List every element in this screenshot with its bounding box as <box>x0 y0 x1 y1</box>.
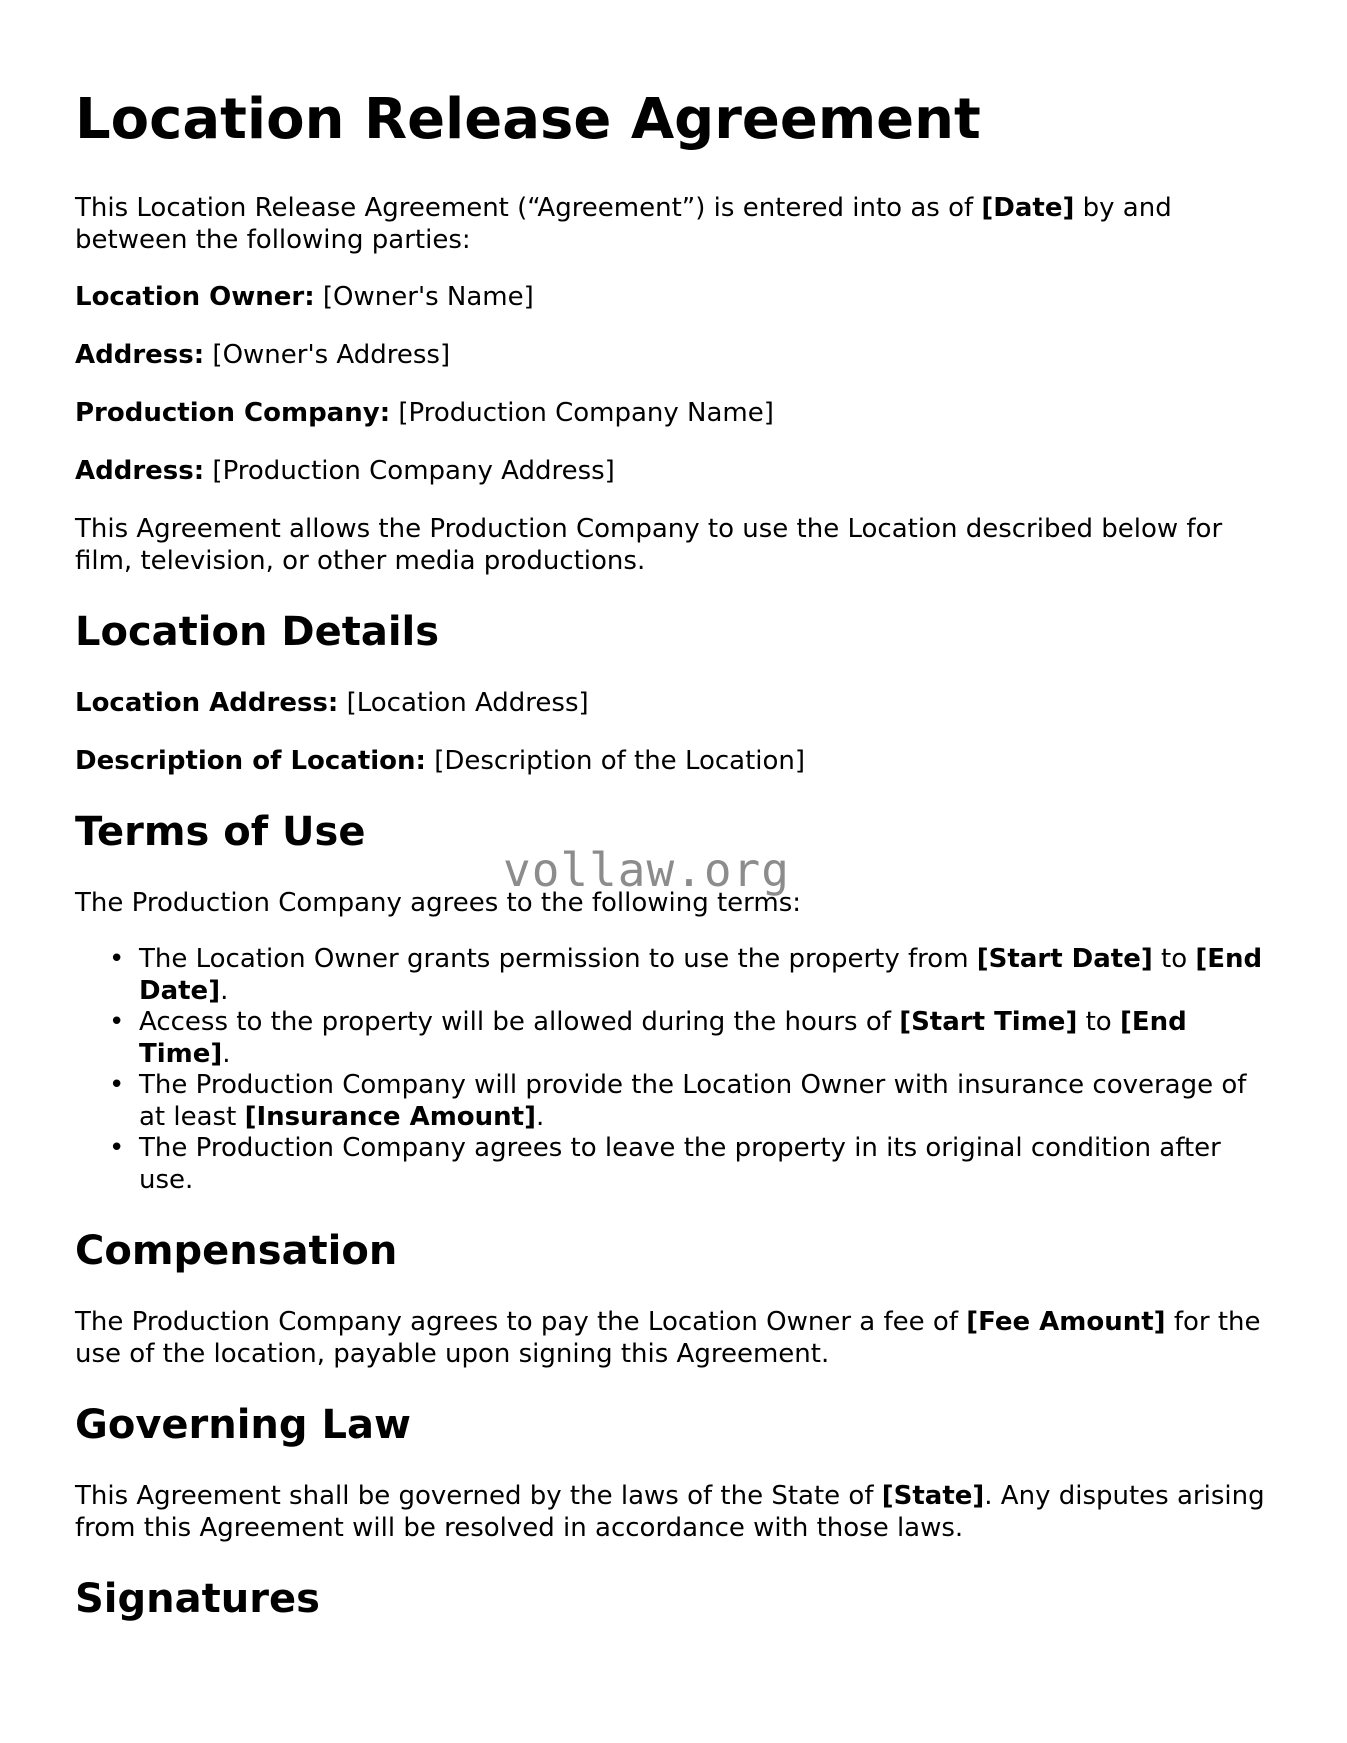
terms-list-item: • The Production Company agrees to leave the property in its original condition after use. <box>109 1133 1221 1195</box>
location-address-line: Location Address: [Location Address] <box>75 688 589 718</box>
location-owner-line: Location Owner: [Owner's Name] <box>75 282 534 312</box>
terms-list-item: • The Production Company will provide the Location Owner with insurance coverage of at least [Insurance Amount]. <box>109 1070 1247 1132</box>
terms-intro: The Production Company agrees to the following terms: <box>75 888 802 918</box>
owner-address-line: Address: [Owner's Address] <box>75 340 451 370</box>
terms-heading: Terms of Use <box>75 809 366 855</box>
state-placeholder: [State] <box>881 1481 985 1511</box>
terms-list-item: • Access to the property will be allowed during the hours of [Start Time] to [End Time]. <box>109 1007 1187 1069</box>
governing-law-paragraph: This Agreement shall be governed by the laws of the State of [State]. Any disputes arising from this Agreement will be resolved in accordance with those laws. <box>75 1481 1265 1543</box>
purpose-paragraph: This Agreement allows the Production Company to use the Location described below for film, television, or other media productions. <box>75 514 1223 576</box>
date-placeholder: [Date] <box>981 193 1075 223</box>
location-description-line: Description of Location: [Description of the Location] <box>75 746 806 776</box>
production-company-line: Production Company: [Production Company Name] <box>75 398 774 428</box>
intro-paragraph: This Location Release Agreement (“Agreement”) is entered into as of [Date] by and between the following parties: <box>75 193 1172 255</box>
document-title: Location Release Agreement <box>75 87 981 152</box>
terms-list <box>75 944 1275 1196</box>
production-address-line: Address: [Production Company Address] <box>75 456 615 486</box>
governing-law-heading: Governing Law <box>75 1402 411 1448</box>
fee-placeholder: [Fee Amount] <box>966 1307 1166 1337</box>
location-details-heading: Location Details <box>75 609 440 655</box>
terms-list-item: • The Location Owner grants permission to use the property from [Start Date] to [End Date]. <box>109 944 1263 1006</box>
compensation-heading: Compensation <box>75 1228 398 1274</box>
watermark: vollaw.org <box>503 843 790 897</box>
signatures-heading: Signatures <box>75 1576 320 1622</box>
compensation-paragraph: The Production Company agrees to pay the Location Owner a fee of [Fee Amount] for the use of the location, payable upon signing this Agreement. <box>75 1307 1261 1369</box>
